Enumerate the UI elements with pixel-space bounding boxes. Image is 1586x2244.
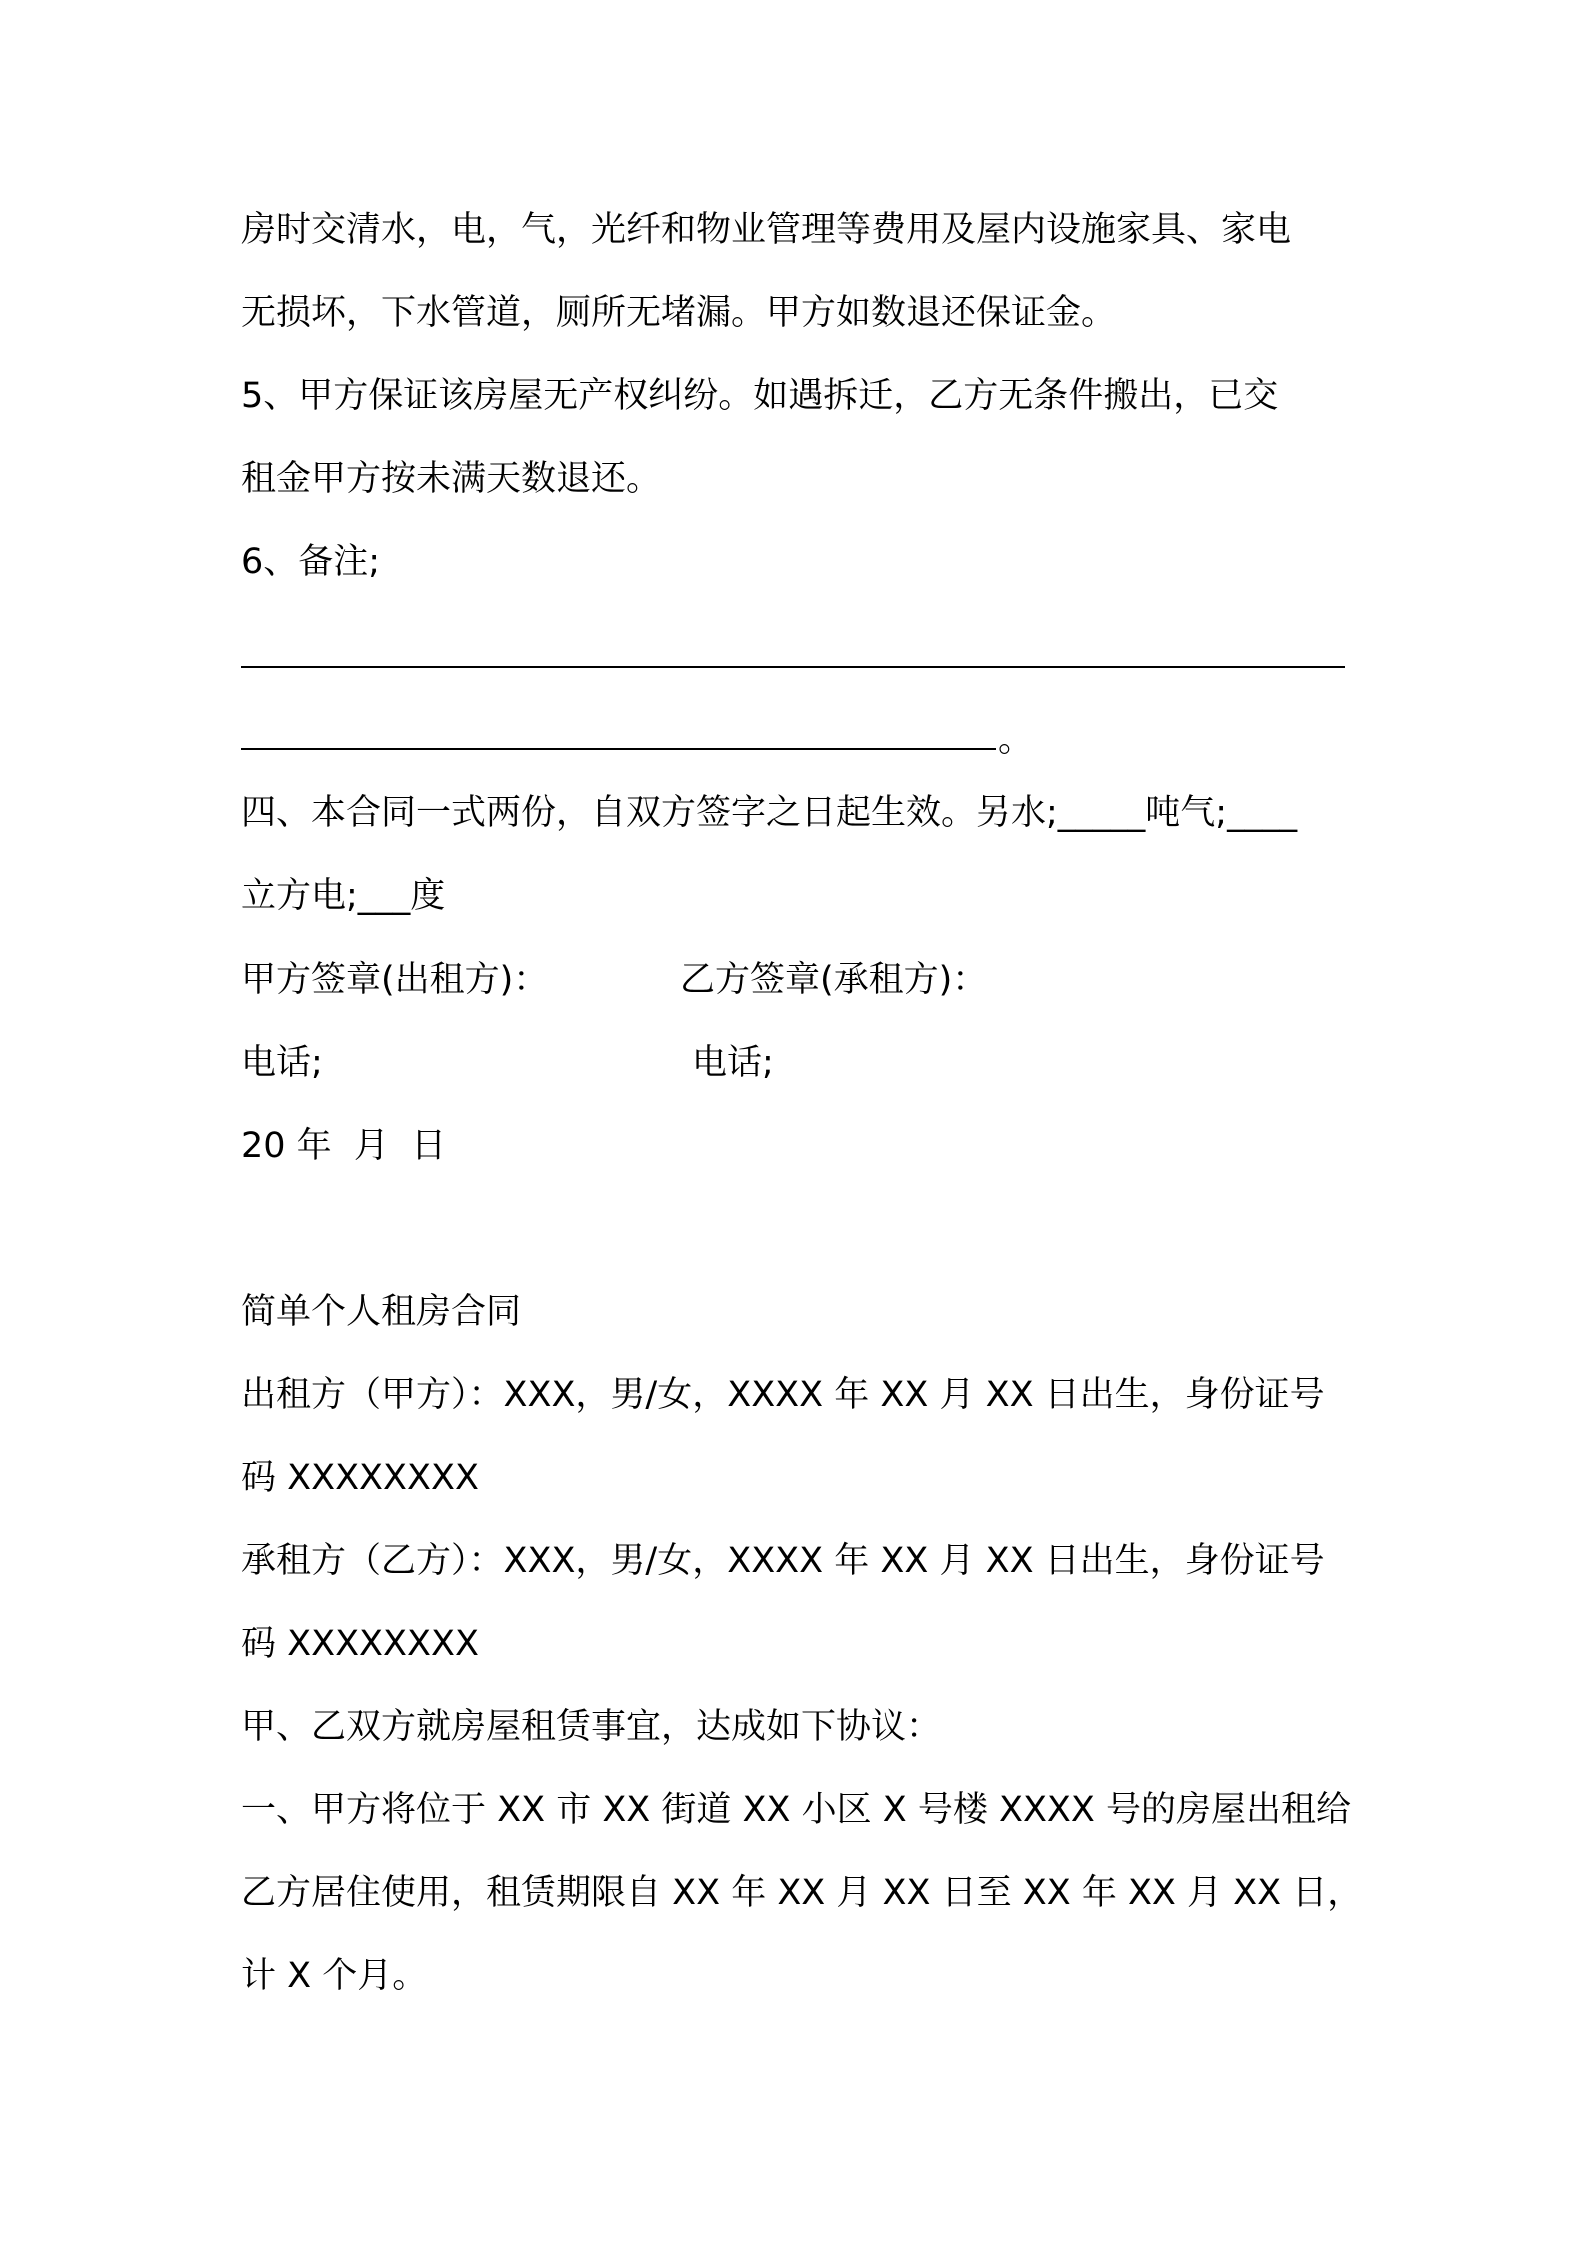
text-line: 乙方居住使用，租赁期限自 XX 年 XX 月 XX 日至 XX 年 XX 月 XX 日， [241,1873,1363,1913]
section-title: 简单个人租房合同 [241,1292,522,1332]
text-line: 6、备注; [241,542,381,582]
text-line: 码 XXXXXXXX [241,1458,479,1498]
phone-label-lessor: 电话; [241,1043,323,1083]
text-line: 租金甲方按未满天数退还。 [241,459,662,499]
text-line: 计 X 个月。 [241,1956,428,1996]
text-line: 甲、乙双方就房屋租赁事宜，达成如下协议： [241,1707,942,1747]
text-line: 码 XXXXXXXX [241,1624,479,1664]
text-line: 出租方（甲方）：XXX，男/女，XXXX 年 XX 月 XX 日出生，身份证号 [241,1375,1325,1415]
period-mark: 。 [998,720,1034,760]
blank-fill-line [241,666,1345,668]
text-line: 一、甲方将位于 XX 市 XX 街道 XX 小区 X 号楼 XXXX 号的房屋出租给 [241,1790,1352,1830]
text-line: 立方电;___度 [241,876,446,916]
signature-label-lessor: 甲方签章(出租方)： [241,960,549,1000]
phone-label-lessee: 电话; [692,1043,774,1083]
date-line: 20 年 月 日 [241,1126,447,1166]
text-line: 无损坏，下水管道，厕所无堵漏。甲方如数退还保证金。 [241,293,1117,333]
text-line: 四、本合同一式两份，自双方签字之日起生效。另水;_____吨气;____ [241,793,1298,833]
signature-label-lessee: 乙方签章(承租方)： [680,960,988,1000]
text-line: 承租方（乙方）：XXX，男/女，XXXX 年 XX 月 XX 日出生，身份证号 [241,1541,1325,1581]
text-line: 5、甲方保证该房屋无产权纠纷。如遇拆迁，乙方无条件搬出，已交 [241,376,1279,416]
blank-fill-line [241,748,996,750]
text-line: 房时交清水，电，气，光纤和物业管理等费用及屋内设施家具、家电 [241,210,1292,250]
